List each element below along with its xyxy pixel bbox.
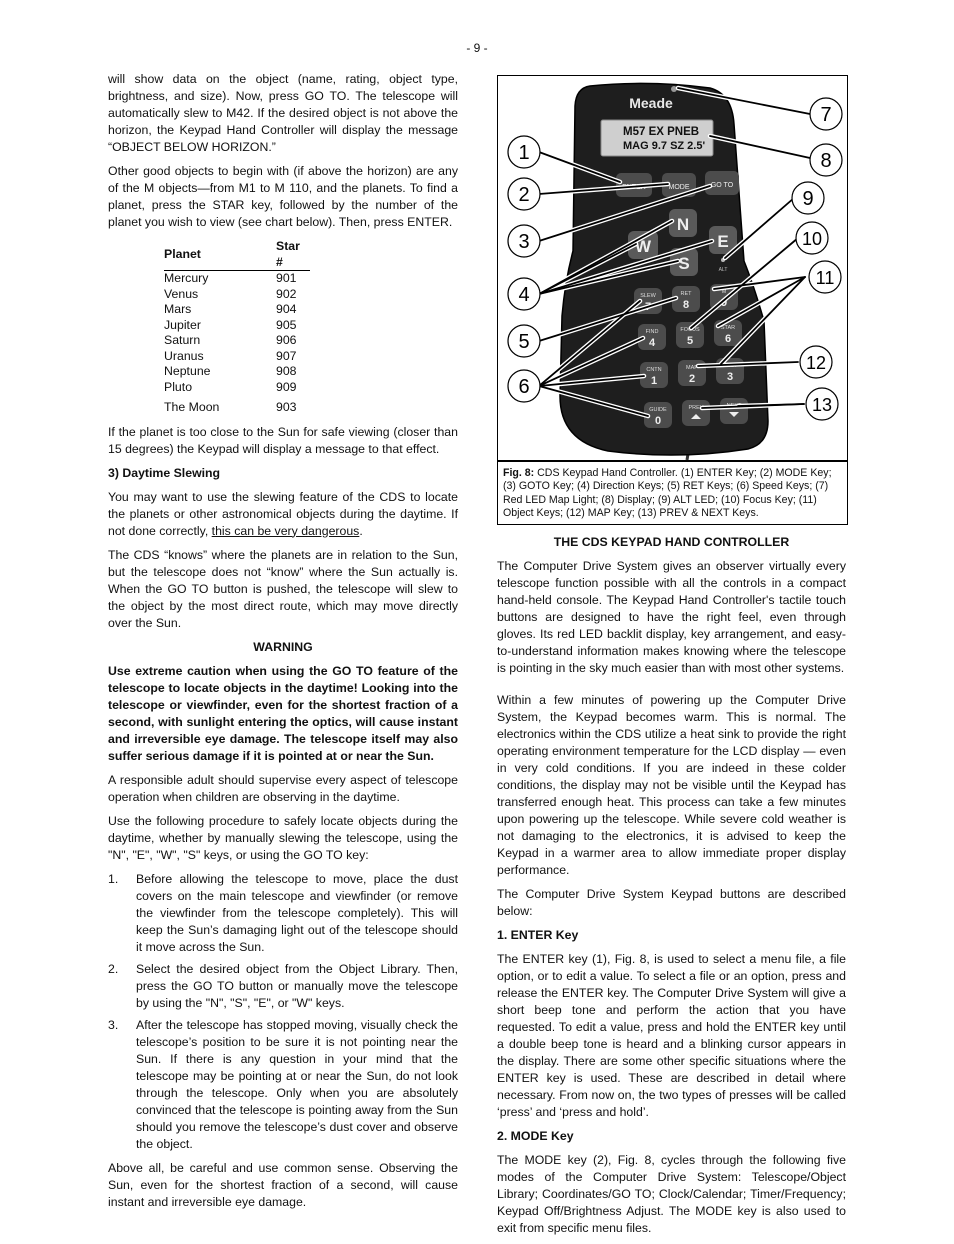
key-label: STAR xyxy=(720,325,736,331)
planet-name: Uranus xyxy=(164,348,204,363)
planet-table xyxy=(164,238,310,416)
procedure-list xyxy=(108,871,458,1153)
key-label: FIND xyxy=(645,329,659,335)
page-number: - 9 - xyxy=(466,41,488,55)
paragraph: If the planet is too close to the Sun for safe viewing (closer than 15 degrees) the Keypad will display a message to that effect. xyxy=(108,424,458,456)
brand-label: Meade xyxy=(629,95,673,111)
planet-name: Venus xyxy=(164,286,199,301)
next-key xyxy=(720,398,748,424)
key-label: 2 xyxy=(688,373,696,385)
key-label: 1 xyxy=(650,375,658,387)
planet-name: Saturn xyxy=(164,333,201,347)
callout-number: 9 xyxy=(802,188,814,210)
callout-number: 10 xyxy=(801,229,823,249)
paragraph: will show data on the object (name, rating, object type, brightness, and size). Now, press GO TO. The telescope will automatically slew to M42. If the desired object is not above the horizon, the Keypad Hand Controller will display the message “OBJECT BELOW HORIZON.” xyxy=(108,72,458,154)
warning-text: Use extreme caution when using the GO TO feature of the telescope to locate objects in the daytime! Looking into the telescope or viewfinder, even for the shortest fraction of a second, with sunlight entering the optics, will cause instant and irreversible eye damage. The telescope itself may also suffer serious damage if it is pointed at or near the Sun. xyxy=(108,663,458,763)
section-heading: THE CDS KEYPAD HAND CONTROLLER xyxy=(553,535,790,549)
table-row xyxy=(164,302,310,318)
key-label: SLEW xyxy=(640,293,656,299)
section-heading: 3) Daytime Slewing xyxy=(108,465,221,480)
callout-number: 6 xyxy=(518,376,530,398)
planet-name: Neptune xyxy=(164,364,211,378)
star-number: 908 xyxy=(276,364,297,378)
planet-name: The Moon xyxy=(164,400,220,414)
list-item xyxy=(108,961,458,1012)
key-label: S xyxy=(678,254,690,273)
callout-number: 11 xyxy=(815,268,835,288)
key-label: M xyxy=(721,289,727,295)
key-label: 8 xyxy=(682,299,690,311)
callout-number: 2 xyxy=(518,184,530,206)
key-label: NEXT xyxy=(726,403,742,409)
keypad-illustration xyxy=(498,76,847,460)
key-label: MODE xyxy=(668,184,690,191)
callout-number: 4 xyxy=(518,284,530,306)
list-number: 2. xyxy=(108,961,119,976)
star-number: 901 xyxy=(276,271,297,285)
callout-number: 8 xyxy=(820,150,832,172)
underlined-text: this can be very dangerous xyxy=(211,523,360,538)
caption-text: CDS Keypad Hand Controller. (1) ENTER Key; (2) MODE Key; (3) GOTO Key; (4) Direction Keys; (5) RET Keys; (6) Speed Keys; (7) Red LED Map Light; (8) Display; (9) ALT LED; (10) Focus Key; (11) Object Keys; (12) MAP Key; (13) PREV & NEXT Keys. xyxy=(503,467,832,519)
key-label: 3 xyxy=(726,371,734,383)
table-row xyxy=(164,287,310,303)
alt-label: ALT xyxy=(718,267,728,273)
paragraph: Other good objects to begin with (if above the horizon) are any of the M objects—from M1 to M 110, and the planets. To find a planet, press the STAR key, followed by the number of the planet you wish to view (see chart below). Then, press ENTER. xyxy=(108,164,458,229)
callout-number: 12 xyxy=(805,353,827,373)
table-row xyxy=(164,271,310,287)
table-row xyxy=(164,349,310,365)
paragraph: The Computer Drive System gives an observer virtually every telescope function possible with all the controls in a compact hand-held console. The Keypad Hand Controller's tactile touch buttons are designed to have the right feel, even through gloves. Its red LED backlit display, key arrangement, and easy-to-understand information makes knowing where the telescope is pointing in the sky much easier than with most other systems. xyxy=(497,559,846,675)
paragraph: Above all, be careful and use common sense. Observing the Sun, even for the shortest fraction of a second, will cause instant and irreversible eye damage. xyxy=(108,1160,458,1209)
key-label: PREV xyxy=(688,405,704,411)
section-heading: 1. ENTER Key xyxy=(497,928,579,942)
key-label: 4 xyxy=(648,337,656,349)
list-item xyxy=(108,1017,458,1153)
planet-name: Mercury xyxy=(164,271,209,285)
key-label: GUIDE xyxy=(649,407,667,413)
callout-number: 1 xyxy=(518,142,530,164)
caption-label: Fig. 8: xyxy=(503,467,535,479)
table-row xyxy=(164,364,310,380)
key-label: FOCUS xyxy=(680,327,700,333)
key-label: RET xyxy=(680,291,692,297)
paragraph: The CDS “knows” where the planets are in relation to the Sun, but the telescope does not “know” where the Sun actually is. When the GO TO button is pushed, the telescope will slew to the object by the most direct route, which may move directly over the Sun. xyxy=(108,547,458,630)
star-number: 902 xyxy=(276,286,297,301)
prev-key xyxy=(682,400,710,426)
key-label: W xyxy=(634,237,652,256)
list-item xyxy=(108,871,458,956)
paragraph: Within a few minutes of powering up the Computer Drive System, the Keypad becomes warm. This is normal. The electronics within the CDS utilize a heat sink to provide the right operating environment temperature for the LCD display — even in very cold conditions. If you are indeed in these colder conditions, the display may not be visible until the Keypad has transferred enough heat. This process can take a few minutes upon powering up the telescope. While severe cold weather is not damaging to the electronics, it is advised to keep the Keypad in a warmer area to allow immediate proper display performance. xyxy=(497,693,846,877)
callout-number: 3 xyxy=(518,231,530,253)
key-label: N xyxy=(676,215,690,234)
callout-number: 7 xyxy=(820,104,832,126)
star-number: 903 xyxy=(276,400,297,414)
right-column xyxy=(497,534,846,1244)
planet-name: Pluto xyxy=(164,379,193,394)
table-row xyxy=(164,333,310,349)
key-label: 0 xyxy=(654,415,662,427)
table-header: Planet xyxy=(164,238,276,271)
key-label: CNST xyxy=(722,363,738,369)
star-number: 905 xyxy=(276,317,297,332)
table-row xyxy=(164,318,310,334)
paragraph: Use the following procedure to safely locate objects during the daytime, whether by manually slewing the telescope, using the "N", "E", "W", "S" keys, or using the GO TO key: xyxy=(108,813,458,862)
list-text: Before allowing the telescope to move, place the dust covers on the main telescope and viewfinder (or remove the viewfinder from the telescope completely). This will keep the Sun’s damaging light out of the telescope should it move across the Sun. xyxy=(136,871,458,954)
table-header: Star # xyxy=(276,238,310,271)
paragraph: The MODE key (2), Fig. 8, cycles through the following five modes of the Computer Drive System: Telescope/Object Library; Coordinates/GO TO; Clock/Calendar; Timer/Frequency; Keypad Off/Brightness Adjust. The MODE key is also used to exit from specific menu files. xyxy=(497,1153,846,1235)
section-heading: 2. MODE Key xyxy=(497,1129,574,1143)
key-label: CNTN xyxy=(646,367,662,373)
callout-number: 5 xyxy=(518,331,530,353)
key-label: GO TO xyxy=(710,182,734,189)
list-number: 1. xyxy=(108,871,119,886)
paragraph xyxy=(108,489,458,540)
key-label: 5 xyxy=(686,335,694,347)
paragraph: The Computer Drive System Keypad buttons are described below: xyxy=(497,887,846,918)
figure-keypad xyxy=(497,75,848,461)
figure-caption xyxy=(497,461,848,525)
paragraph: A responsible adult should supervise every aspect of telescope operation when children are observing in the daytime. xyxy=(108,772,458,804)
planet-name: Mars xyxy=(164,302,192,316)
paragraph: The ENTER key (1), Fig. 8, is used to select a menu file, a file option, or to edit a value. To select a file or an option, press and release the ENTER key. The Computer Drive System will give a short beep tone and perform the action that you have requested. To edit a value, press and hold the ENTER key until a double beep tone is heard and a blinking cursor appears in the display. There are some other specific situations where the ENTER key is used. These are described in detail where necessary. From now on, the two types of presses will be called ‘press’ and ‘press and hold’. xyxy=(497,952,846,1119)
list-text: After the telescope has stopped moving, visually check the telescope’s position to be sure it is not pointing near the Sun. If there is any question in your mind that the telescope may be pointing at or near the Sun, do not look through the telescope. Only when you are absolutely convinced that the telescope is pointing away from the Sun should you remove the telescope’s dust cover and observe the object. xyxy=(136,1017,458,1151)
key-label: 7 xyxy=(644,301,652,313)
table-row xyxy=(164,380,310,396)
left-column xyxy=(108,71,458,1218)
warning-heading: WARNING xyxy=(253,639,313,654)
callout-number: 13 xyxy=(811,395,833,415)
key-label: ENTER xyxy=(622,184,646,191)
star-number: 909 xyxy=(276,379,297,394)
lcd-line-2: MAG 9.7 SZ 2.5' xyxy=(623,140,706,152)
lcd-line-1: M57 EX PNEB xyxy=(623,126,700,138)
list-number: 3. xyxy=(108,1017,119,1032)
table-row xyxy=(164,395,310,416)
list-text: Select the desired object from the Object Library. Then, press the GO TO button or manually move the telescope by using the "N", "S", "E", or "W" keys. xyxy=(136,961,458,1010)
planet-name: Jupiter xyxy=(164,317,201,332)
star-number: 906 xyxy=(276,333,297,347)
key-label: E xyxy=(717,232,729,251)
text-run: You may want to use the slewing feature of the CDS to locate the planets or other astronomical objects during the daytime. If not done correctly, xyxy=(108,489,458,538)
text-run: . xyxy=(359,523,363,538)
star-number: 904 xyxy=(276,302,297,316)
key-label: 6 xyxy=(724,333,732,345)
key-label: MAP xyxy=(686,365,698,371)
star-number: 907 xyxy=(276,348,297,363)
key-label: 9 xyxy=(720,297,728,309)
